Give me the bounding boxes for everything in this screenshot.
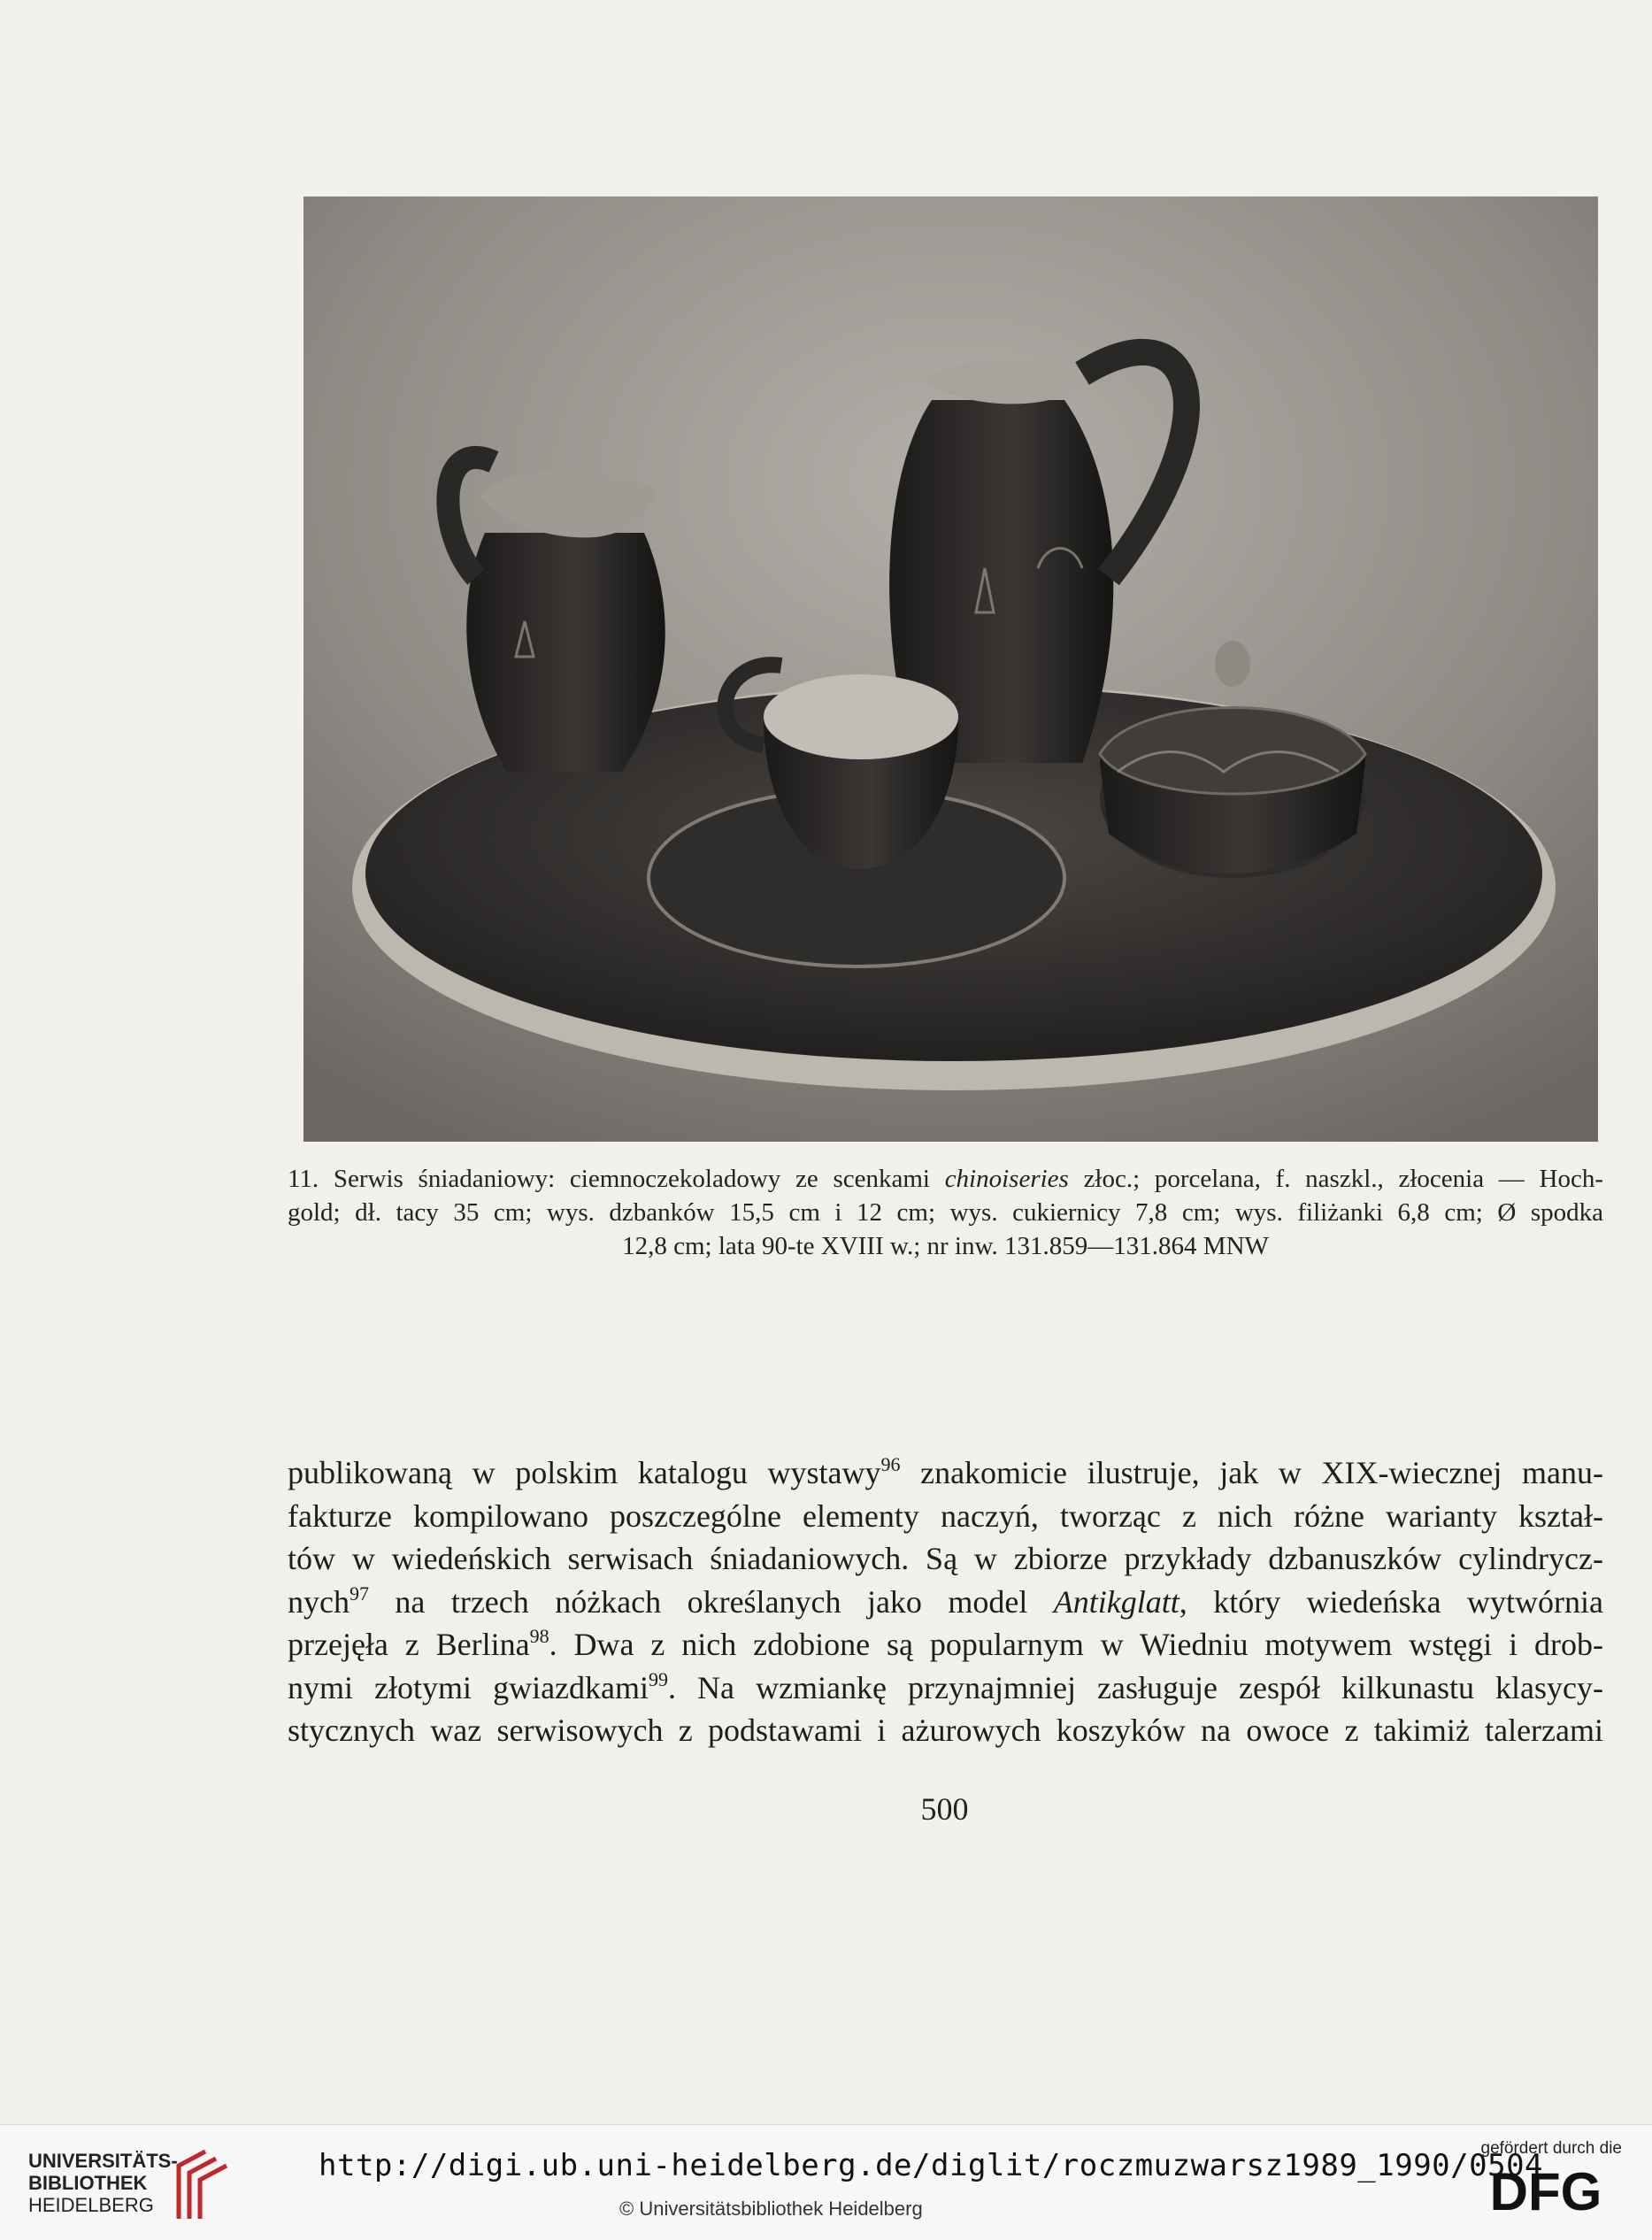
page-number: 500 [920,1791,969,1827]
body-text-run: nymi złotymi gwiazdkami [288,1669,649,1705]
copyright-notice: © Universitätsbibliothek Heidelberg [619,2198,923,2220]
permalink-url[interactable]: http://digi.ub.uni-heidelberg.de/diglit/roczmuzwarsz1989_1990/0504 [319,2148,1544,2183]
library-name [28,2150,178,2216]
body-text-run: publikowaną w polskim katalogu wystawy [288,1455,881,1490]
body-line [288,1709,1603,1752]
body-text-run: znakomicie ilustruje, jak w XIX-wiecznej manu- [900,1455,1603,1490]
figure-caption [288,1162,1603,1263]
library-emblem-icon [170,2148,232,2224]
caption-line-3: 12,8 cm; lata 90-te XVIII w.; nr inw. 131.859—131.864 MNW [622,1232,1269,1260]
body-text-run: fakturze kompilowano poszczególne elementy naczyń, tworząc z nich różne warianty kształ- [288,1497,1603,1534]
italic-term: Antikglatt [1053,1583,1179,1620]
footnote-marker: 99 [649,1667,669,1690]
body-text-run: przejęła z Berlina [288,1627,530,1662]
body-text-run: stycznych waz serwisowych z podstawami i ażurowych koszyków na owoce z takimiż talerzami [288,1713,1603,1748]
tea-service-illustration [304,196,1598,1142]
footnote-marker: 97 [349,1582,369,1605]
body-text-run: , który wiedeńska wytwórnia [1179,1583,1603,1620]
body-text-run: tów w wiedeńskich serwisach śniadaniowych. Są w zbiorze przykłady dzbanuszków cylindrycz- [288,1541,1603,1576]
library-name-line: BIBLIOTHEK [28,2172,148,2194]
body-text-run: na trzech nóżkach określanych jako model [368,1583,1054,1620]
body-paragraph [288,1451,1603,1752]
caption-text: 11. Serwis śniadaniowy: ciemnoczekoladowy ze scenkami [288,1165,945,1193]
body-line [288,1623,1603,1667]
caption-line-2: gold; dł. tacy 35 cm; wys. dzbanków 15,5 cm i 12 cm; wys. cukiernicy 7,8 cm; wys. filiżanki 6,8 cm; Ø spodka [288,1198,1603,1227]
body-text-run: . Na wzmiankę przynajmniej zasługuje zespół kilkunastu klasycy- [668,1669,1603,1705]
footnote-marker: 98 [529,1625,549,1647]
library-logo[interactable] [28,2146,232,2226]
caption-italic-term: chinoiseries [944,1165,1069,1193]
library-name-line: UNIVERSITÄTS- [28,2150,178,2172]
body-line [288,1495,1603,1538]
dfg-logo-text: DFG [1489,2164,1602,2217]
body-line [288,1667,1603,1710]
figure-photograph [304,196,1598,1142]
caption-line-1 [288,1162,1603,1196]
body-text-run: . Dwa z nich zdobione są popularnym w Wiedniu motywem wstęgi i drob- [549,1627,1603,1662]
caption-text: złoc.; porcelana, f. naszkl., złocenia — Hoch- [1068,1165,1603,1193]
library-name-line: HEIDELBERG [28,2194,154,2216]
footnote-marker: 96 [880,1453,901,1475]
body-line [288,1451,1603,1495]
body-line [288,1581,1603,1624]
body-line [288,1537,1603,1581]
funding-label: gefördert durch die [1480,2139,1622,2158]
digitization-footer [0,2124,1652,2240]
dfg-logo[interactable] [1466,2164,1625,2217]
body-text-run: nych [288,1583,350,1620]
